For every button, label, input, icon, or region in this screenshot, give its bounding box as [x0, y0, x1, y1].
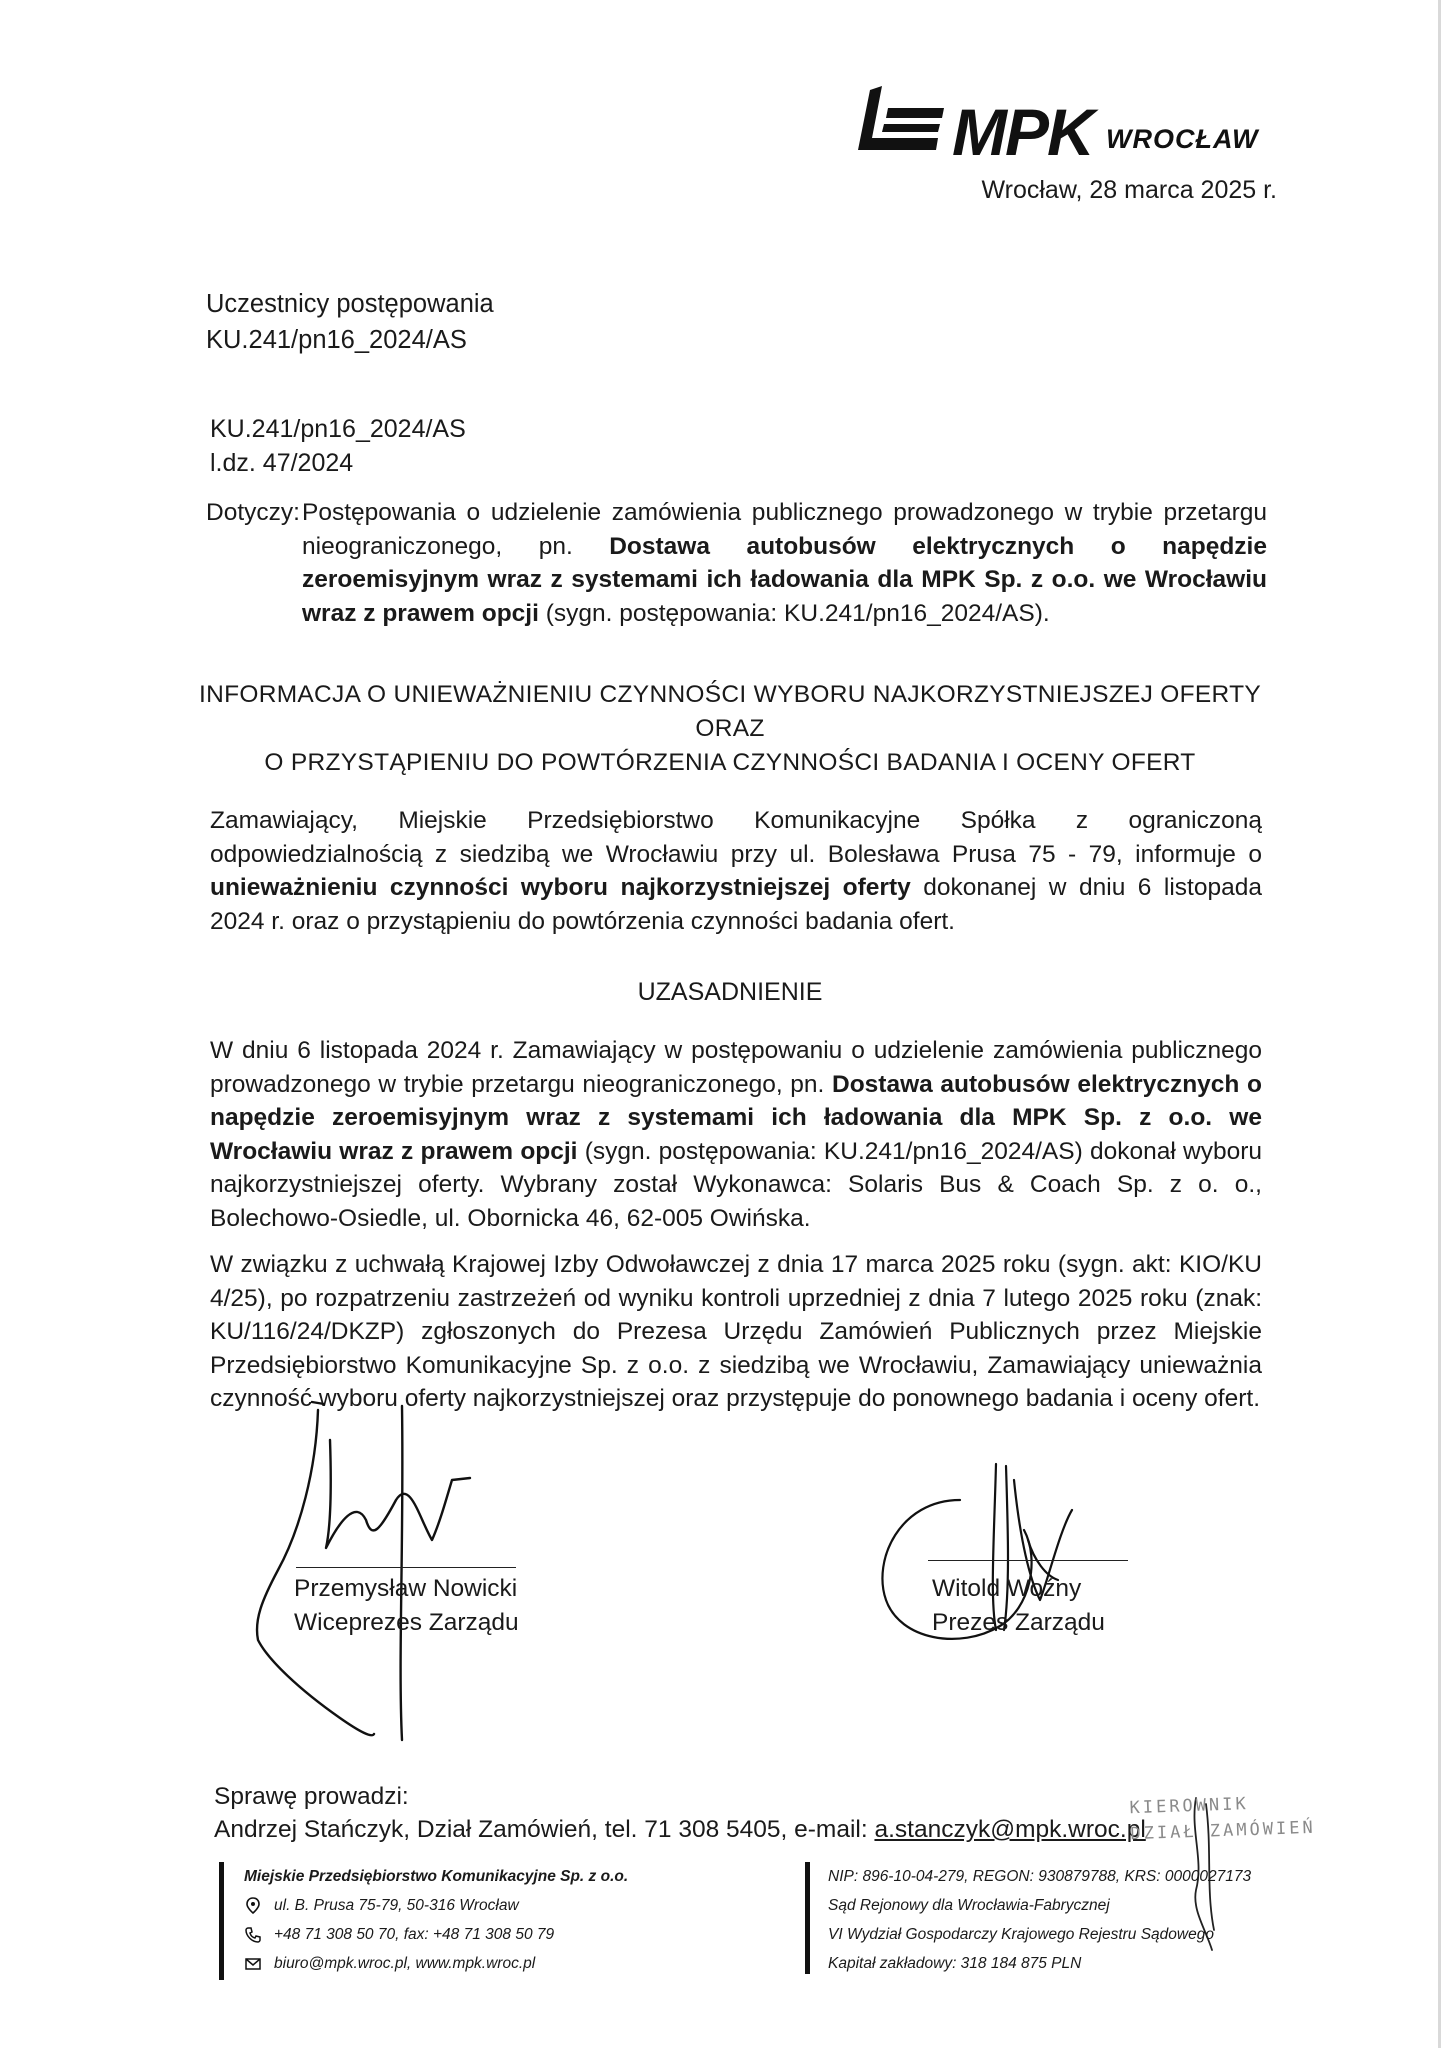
footer-address: ul. B. Prusa 75-79, 50-316 Wrocław	[274, 1897, 519, 1914]
footer-registration	[828, 1862, 1251, 1978]
stamp-line: DZIAŁ ZAMÓWIEŃ	[1130, 1817, 1317, 1845]
mpk-logo-icon	[848, 82, 948, 172]
stamp-line: KIEROWNIK	[1129, 1794, 1250, 1819]
logo-city: WROCŁAW	[1106, 124, 1259, 154]
tender-title: Dostawa autobusów elektrycznych o napędzie zeroemisyjnym wraz z systemami ich ładowania dla MPK Sp. z o.o. we Wrocławiu wraz z prawem opcji	[302, 532, 1267, 627]
contact-details	[214, 1813, 1146, 1846]
justification-heading: UZASADNIENIE	[637, 978, 823, 1006]
heading-line: O PRZYSTĄPIENIU DO POWTÓRZENIA CZYNNOŚCI BADANIA I OCENY OFERT	[264, 749, 1196, 776]
paragraph-text: dokonanej w dniu 6 listopada 2024 r. oraz o przystąpieniu do powtórzenia czynności badania ofert.	[210, 874, 1262, 935]
signatory-title: Prezes Zarządu	[932, 1609, 1105, 1636]
department-stamp	[1129, 1789, 1316, 1847]
signatory-name: Przemysław Nowicki	[294, 1575, 518, 1602]
contact-email-link[interactable]: a.stanczyk@mpk.wroc.pl	[874, 1816, 1146, 1843]
paragraph-text: (sygn. postępowania: KU.241/pn16_2024/AS) dokonał wyboru najkorzystniejszej oferty. Wybrany został Wykonawca: Solaris Bus & Coach Sp. z o. o., Bolechowo-Osiedle, ul. Obornicka 46, 62-005 Owińska.	[210, 1137, 1262, 1232]
paragraph-bold: unieważnieniu czynności wyboru najkorzystniejszej oferty	[210, 874, 911, 901]
subject-intro: Postępowania o udzielenie zamówienia publicznego prowadzonego w trybie przetargu nieograniczonego, pn.	[302, 499, 1267, 560]
heading-line: INFORMACJA O UNIEWAŻNIENIU CZYNNOŚCI WYBORU NAJKORZYSTNIEJSZEJ OFERTY ORAZ	[198, 681, 1262, 742]
logo-brand: MPK	[952, 95, 1093, 169]
mpk-logo	[848, 82, 1258, 172]
contact-person	[214, 1780, 1146, 1846]
addressee-line: Uczestnicy postępowania	[206, 290, 494, 318]
case-reference: KU.241/pn16_2024/AS	[210, 415, 466, 443]
footer-phone-row	[244, 1920, 628, 1949]
signature-left	[257, 1402, 470, 1740]
reference-numbers	[210, 412, 466, 480]
signature-line-left	[296, 1567, 516, 1568]
footer-company-name: Miejskie Przedsiębiorstwo Komunikacyjne Sp. z o.o.	[244, 1868, 629, 1885]
footer-company	[244, 1862, 628, 1978]
signatory-name: Witold Woźny	[932, 1575, 1082, 1602]
subject-label: Dotyczy:	[206, 499, 300, 526]
signatory-title: Wiceprezes Zarządu	[294, 1609, 519, 1636]
contact-label: Sprawę prowadzi:	[214, 1783, 409, 1810]
footer-email-row	[244, 1949, 628, 1978]
page-edge	[1438, 0, 1441, 2048]
footer-court: Sąd Rejonowy dla Wrocławia-Fabrycznej	[828, 1897, 1110, 1914]
footer-divider-right	[805, 1862, 810, 1974]
paragraph-decision: W związku z uchwałą Krajowej Izby Odwoławczej z dnia 17 marca 2025 roku (sygn. akt: KIO/KU 4/25), po rozpatrzeniu zastrzeżeń od wyniku kontroli uprzedniej z dnia 7 lutego 2025 roku (znak: KU/116/24/DKZP) zgłoszonych do Prezesa Urzędu Zamówień Publicznych przez Miejskie Przedsiębiorstwo Komunikacyjne Sp. z o.o. z siedzibą we Wrocławiu, Zamawiający unieważnia czynność wyboru oferty najkorzystniejszej oraz przystępuje do ponownego badania i oceny ofert.	[210, 1251, 1262, 1412]
addressee-line: KU.241/pn16_2024/AS	[206, 326, 467, 354]
footer-address-row	[244, 1891, 628, 1920]
subject-text	[302, 496, 1267, 630]
envelope-icon	[244, 1955, 262, 1973]
notice-heading	[170, 678, 1290, 780]
signatory-right	[932, 1572, 1105, 1640]
paragraph-text: W dniu 6 listopada 2024 r. Zamawiający w postępowaniu o udzielenie zamówienia publicznego prowadzonego w trybie przetargu nieograniczonego, pn.	[210, 1037, 1262, 1098]
signature-line-right	[928, 1560, 1128, 1561]
footer-capital: Kapitał zakładowy: 318 184 875 PLN	[828, 1955, 1082, 1972]
paragraph-announcement	[210, 804, 1262, 938]
signatory-left	[294, 1572, 519, 1640]
journal-number: l.dz. 47/2024	[210, 449, 354, 477]
paragraph-text: Zamawiający, Miejskie Przedsiębiorstwo Komunikacyjne Spółka z ograniczoną odpowiedzialnością z siedzibą we Wrocławiu przy ul. Bolesława Prusa 75 - 79, informuje o	[210, 807, 1262, 868]
footer-divider-left	[219, 1862, 224, 1980]
contact-text: Andrzej Stańczyk, Dział Zamówień, tel. 71 308 5405, e-mail:	[214, 1816, 875, 1843]
addressee	[206, 286, 494, 358]
paragraph-justification	[210, 1034, 1262, 1235]
footer-ids: NIP: 896-10-04-279, REGON: 930879788, KRS: 0000027173	[828, 1868, 1252, 1885]
footer-phone: +48 71 308 50 70, fax: +48 71 308 50 79	[274, 1926, 555, 1943]
tender-title: Dostawa autobusów elektrycznych o napędzie zeroemisyjnym wraz z systemami ich ładowania dla MPK Sp. z o.o. we Wrocławiu wraz z prawem opcji	[210, 1070, 1262, 1165]
location-pin-icon	[244, 1897, 262, 1915]
subject-tail: (sygn. postępowania: KU.241/pn16_2024/AS).	[538, 599, 1050, 627]
footer-email-web[interactable]: biuro@mpk.wroc.pl, www.mpk.wroc.pl	[274, 1955, 536, 1972]
footer-register: VI Wydział Gospodarczy Krajowego Rejestru Sądowego	[828, 1926, 1214, 1943]
phone-icon	[244, 1926, 262, 1944]
letter-date: Wrocław, 28 marca 2025 r.	[981, 176, 1277, 204]
